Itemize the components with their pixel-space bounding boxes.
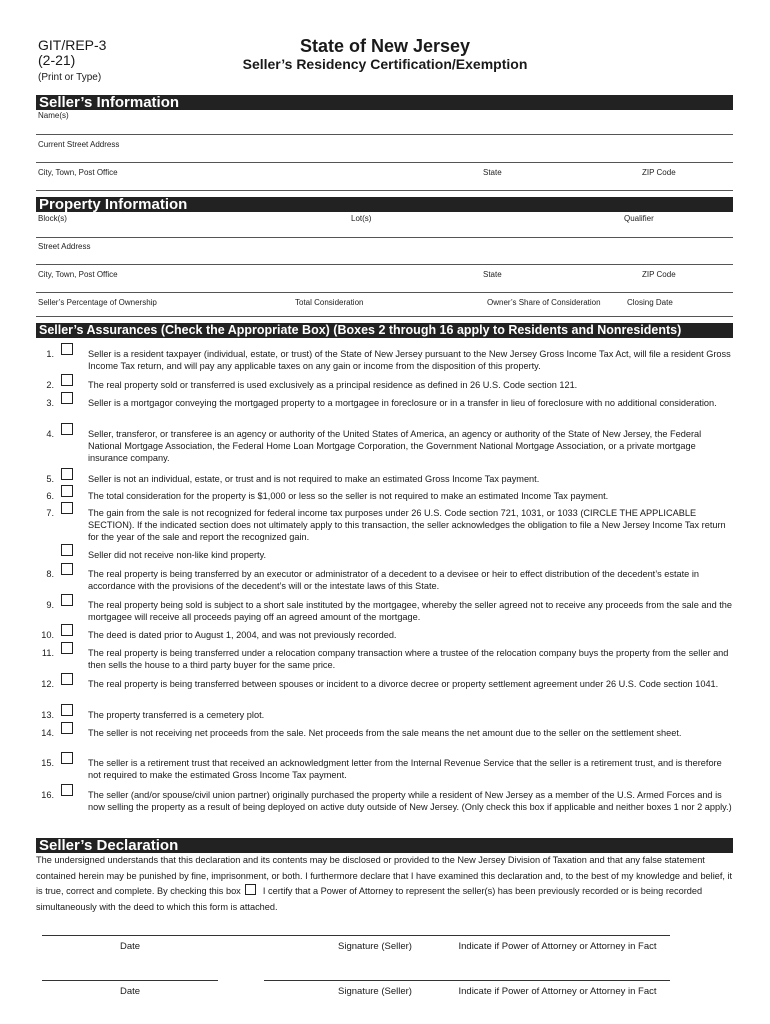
ownership-label: Seller’s Percentage of Ownership	[38, 298, 157, 307]
declaration-text	[36, 853, 736, 915]
seller-city-label: City, Town, Post Office	[38, 168, 118, 177]
assurance-number: 3.	[46, 398, 54, 408]
seller-info-heading: Seller’s Information	[36, 95, 733, 110]
assurance-text: The deed is dated prior to August 1, 2004, and was not previously recorded.	[88, 630, 397, 640]
ownership-field[interactable]	[36, 316, 733, 317]
assurance-checkbox-5[interactable]	[61, 468, 73, 480]
seller-state-label: State	[483, 168, 502, 177]
assurance-checkbox-7[interactable]	[61, 502, 73, 514]
block-lot-field[interactable]	[36, 237, 733, 238]
page-subtitle: Seller’s Residency Certification/Exemption	[242, 56, 528, 72]
print-note: (Print or Type)	[38, 72, 102, 83]
assurance-checkbox-15[interactable]	[61, 752, 73, 764]
property-zip-label: ZIP Code	[642, 270, 676, 279]
assurance-text: The seller (and/or spouse/civil union partner) originally purchased the property while a resident of New Jersey as a member of the U.S. Armed Forces and is now selling the property as a result of being deployed on active duty outside of New Jersey. (Only check this box if applicable and neither boxes 1 nor 2 apply.)	[88, 790, 732, 813]
poa-label-1: Indicate if Power of Attorney or Attorney in Fact	[458, 941, 657, 952]
assurance-number: 16.	[41, 790, 54, 800]
assurance-text: The seller is not receiving net proceeds from the sale. Net proceeds from the sale means the net amount due to the seller on the settlement sheet.	[88, 728, 682, 738]
assurance-text: The seller is a retirement trust that received an acknowledgment letter from the Internal Revenue Service that the seller is a retirement trust, and is therefore not required to make the estimated Gross Income Tax payment.	[88, 758, 722, 781]
declaration-text-after: I certify that a Power of Attorney to represent the seller(s) has been previously recorded or is being recorded simultaneously with the deed to which this form is attached.	[36, 886, 703, 912]
closing-date-label: Closing Date	[627, 298, 673, 307]
assurance-text: The total consideration for the property is $1,000 or less so the seller is not required to make an estimated Income Tax payment.	[88, 491, 609, 501]
assurance-text: The property transferred is a cemetery plot.	[88, 710, 265, 720]
seller-zip-label: ZIP Code	[642, 168, 676, 177]
property-city-label: City, Town, Post Office	[38, 270, 118, 279]
assurance-checkbox-16[interactable]	[61, 784, 73, 796]
signature-label-2: Signature (Seller)	[338, 986, 412, 997]
signature-field-1[interactable]	[218, 935, 670, 936]
assurance-number: 6.	[46, 491, 54, 501]
lot-label: Lot(s)	[351, 214, 372, 223]
assurance-text: The gain from the sale is not recognized for federal income tax purposes under 26 U.S. Code section 721, 1031, or 1033 (CIRCLE THE APPLICABLE SECTION). If the indicated section does not ultimately apply to this transaction, the seller acknowledges the obligation to file a New Jersey Income Tax return for the year of the sale and report the recognized gain.	[88, 508, 726, 543]
assurance-number: 13.	[41, 710, 54, 720]
property-street-field[interactable]	[36, 264, 733, 265]
form-revision: (2-21)	[38, 52, 76, 68]
assurance-number: 10.	[41, 630, 54, 640]
signature-field-2[interactable]	[264, 980, 670, 981]
property-state-label: State	[483, 270, 502, 279]
declaration-heading: Seller’s Declaration	[36, 838, 733, 853]
assurance-checkbox-13[interactable]	[61, 704, 73, 716]
assurance-text: The real property being sold is subject to a short sale instituted by the mortgagee, whereby the seller agreed not to receive any proceeds from the sale and the mortgagee will receive all proceeds paying off an agreed amount of the mortgage.	[88, 600, 733, 623]
assurance-checkbox-7-sub[interactable]	[61, 544, 73, 556]
assurance-checkbox-9[interactable]	[61, 594, 73, 606]
qualifier-label: Qualifier	[624, 214, 654, 223]
assurance-text: Seller is a resident taxpayer (individual, estate, or trust) of the State of New Jersey pursuant to the New Jersey Gross Income Tax Act, will file a resident Gross Income Tax return, and will pay any applicable taxes on any gain or income from the disposition of this property.	[88, 349, 731, 372]
page-title: State of New Jersey	[299, 36, 471, 56]
assurance-number: 4.	[46, 429, 54, 439]
poa-label-2: Indicate if Power of Attorney or Attorney in Fact	[458, 986, 657, 997]
signature-label-1: Signature (Seller)	[338, 941, 412, 952]
assurance-number: 9.	[46, 600, 54, 610]
names-field[interactable]	[36, 134, 733, 135]
assurance-checkbox-12[interactable]	[61, 673, 73, 685]
property-city-field[interactable]	[36, 292, 733, 293]
date-label-2: Date	[119, 986, 141, 997]
assurance-text: The real property is being transferred under a relocation company transaction where a trustee of the relocation company buys the property from the seller and then sells the house to a third party buyer for the same price.	[88, 648, 729, 671]
assurance-number: 2.	[46, 380, 54, 390]
assurance-checkbox-10[interactable]	[61, 624, 73, 636]
current-street-field[interactable]	[36, 162, 733, 163]
assurance-text: The real property is being transferred by an executor or administrator of a decedent to a devisee or heir to effect distribution of the decedent’s estate in accordance with the provisions of the decedent’s will or the intestate laws of this State.	[88, 569, 699, 592]
assurance-text: The real property sold or transferred is used exclusively as a principal residence as defined in 26 U.S. Code section 121.	[88, 380, 578, 390]
assurance-number: 8.	[46, 569, 54, 579]
assurance-checkbox-3[interactable]	[61, 392, 73, 404]
date-field-2[interactable]	[42, 980, 218, 981]
assurance-checkbox-6[interactable]	[61, 485, 73, 497]
declaration-text-before: The undersigned understands that this declaration and its contents may be disclosed or provided to the New Jersey Division of Taxation and that any false statement contained herein may be punished by fine, imprisonment, or both. I furthermore declare that I have examined this declaration and, to the best of my knowledge and belief, it is true, correct and complete. By checking this box	[36, 855, 733, 897]
assurance-text: Seller, transferor, or transferee is an agency or authority of the United States of America, an agency or authority of the State of New Jersey, the Federal National Mortgage Association, the Federal Home Loan Mortgage Corporation, the Government National Mortgage Association, or a private mortgage insurance company.	[88, 429, 702, 464]
property-info-heading: Property Information	[36, 197, 733, 212]
assurance-text: The real property is being transferred between spouses or incident to a divorce decree or property settlement agreement under 26 U.S. Code section 1041.	[88, 679, 719, 689]
assurance-number: 11.	[41, 648, 54, 658]
assurance-checkbox-4[interactable]	[61, 423, 73, 435]
date-field-1[interactable]	[42, 935, 218, 936]
seller-city-field[interactable]	[36, 190, 733, 191]
assurance-checkbox-11[interactable]	[61, 642, 73, 654]
owner-share-label: Owner’s Share of Consideration	[487, 298, 601, 307]
power-of-attorney-checkbox[interactable]	[245, 884, 256, 895]
assurance-number: 7.	[46, 508, 54, 518]
assurance-checkbox-2[interactable]	[61, 374, 73, 386]
assurance-number: 14.	[41, 728, 54, 738]
assurance-text: Seller did not receive non-like kind property.	[88, 550, 267, 560]
property-street-label: Street Address	[38, 242, 91, 251]
assurances-heading: Seller’s Assurances (Check the Appropriate Box) (Boxes 2 through 16 apply to Residents and Nonresidents)	[36, 323, 733, 338]
form-id: GIT/REP-3	[38, 37, 107, 53]
current-street-label: Current Street Address	[38, 140, 120, 149]
assurance-number: 12.	[41, 679, 54, 689]
date-label-1: Date	[119, 941, 141, 952]
assurance-checkbox-14[interactable]	[61, 722, 73, 734]
assurance-checkbox-1[interactable]	[61, 343, 73, 355]
assurance-text: Seller is a mortgagor conveying the mortgaged property to a mortgagee in foreclosure or in a transfer in lieu of foreclosure with no additional consideration.	[88, 398, 717, 408]
assurance-checkbox-8[interactable]	[61, 563, 73, 575]
assurance-text: Seller is not an individual, estate, or trust and is not required to make an estimated Gross Income Tax payment.	[88, 474, 540, 484]
block-label: Block(s)	[38, 214, 67, 223]
total-consideration-label: Total Consideration	[295, 298, 364, 307]
assurance-number: 15.	[41, 758, 54, 768]
names-label: Name(s)	[38, 111, 69, 120]
assurance-number: 1.	[46, 349, 54, 359]
assurance-number: 5.	[46, 474, 54, 484]
